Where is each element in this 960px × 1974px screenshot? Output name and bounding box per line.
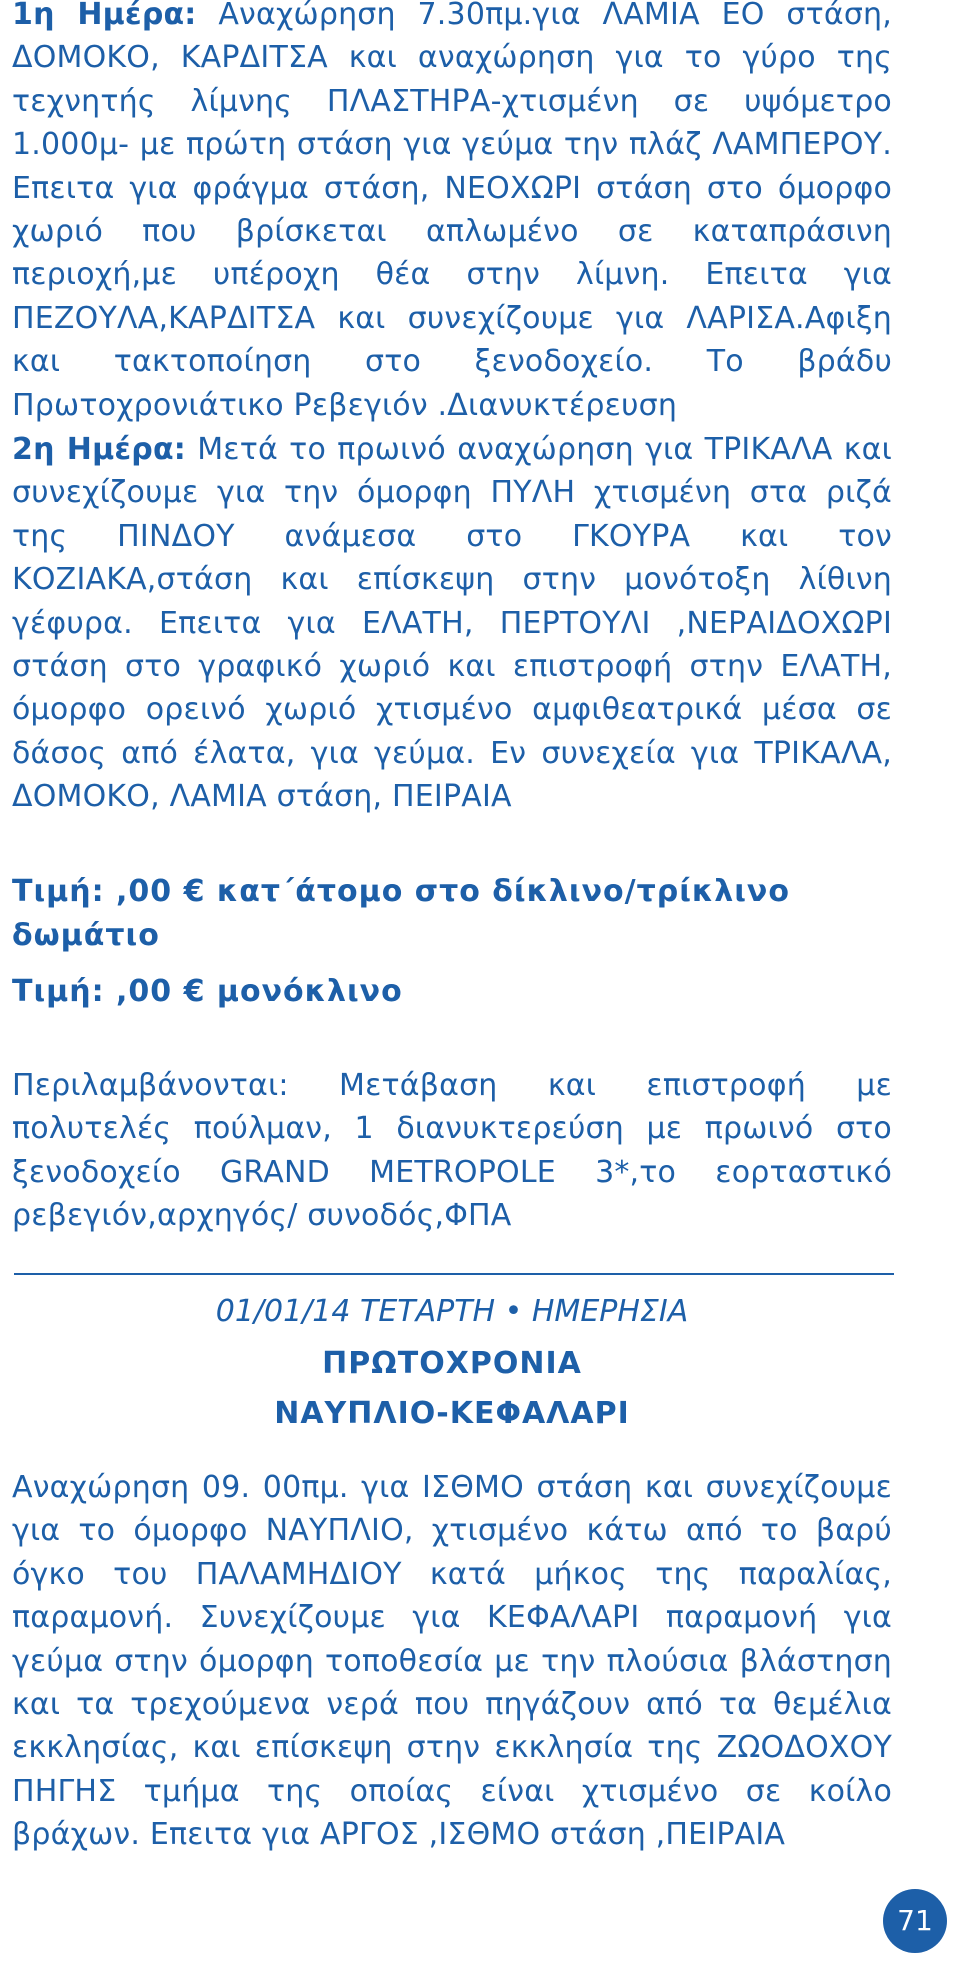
day1-text: Αναχώρηση 7.30πμ.για ΛΑΜΙΑ ΕΟ στάση, ΔΟΜΟΚΟ, ΚΑΡΔΙΤΣΑ και αναχώρηση για το γύρο της τεχνητής λίμνης ΠΛΑΣΤΗΡΑ-χτισμένη σε υψόμετρο 1.000μ- με πρώτη στάση για γεύμα την πλάζ ΛΑΜΠΕΡΟΥ. Επειτα για φράγμα στάση, ΝΕΟΧΩΡΙ στάση στο όμορφο χωριό που βρίσκεται απλωμένο σε καταπράσινη περιοχή,με υπέροχη θέα στην λίμνη. Επειτα για ΠΕΖΟΥΛΑ,ΚΑΡΔΙΤΣΑ και συνεχίζουμε για ΛΑΡΙΣΑ.Αφιξη και τακτοποίηση στο ξενοδοχείο. Το βράδυ Πρωτοχρονιάτικο Ρεβεγιόν .Διανυκτέρευση bbox=[12, 0, 892, 423]
trip-route: ΝΑΥΠΛΙΟ-ΚΕΦΑΛΑΡΙ bbox=[274, 1396, 630, 1431]
day1-paragraph bbox=[12, 0, 892, 427]
price-single: Τιμή: ,00 € μονόκλινο bbox=[12, 974, 403, 1009]
day2-text: Μετά το πρωινό αναχώρηση για ΤΡΙΚΑΛΑ και συνεχίζουμε για την όμορφη ΠΥΛΗ χτισμένη στα ριζά της ΠΙΝΔΟΥ ανάμεσα στο ΓΚΟΥΡΑ και τον ΚΟΖΙΑΚΑ,στάση και επίσκεψη στην μονότοξη λίθινη γέφυρα. Επειτα για ΕΛΑΤΗ, ΠΕΡΤΟΥΛΙ ,ΝΕΡΑΙΔΟΧΩΡΙ στάση στο γραφικό χωριό και επιστροφή στην ΕΛΑΤΗ, όμορφο ορεινό χωριό χτισμένο αμφιθεατρικά μέσα σε δάσος από έλατα, για γεύμα. Εν συνεχεία για ΤΡΙΚΑΛΑ, ΔΟΜΟΚΟ, ΛΑΜΙΑ στάση, ΠΕΙΡΑΙΑ bbox=[12, 432, 892, 815]
day2-label: 2η Ημέρα: bbox=[12, 432, 186, 467]
day2-paragraph bbox=[12, 428, 892, 819]
includes-paragraph: Περιλαμβάνονται: Μετάβαση και επιστροφή με πολυτελές πούλμαν, 1 διανυκτερεύση με πρωινό στο ξενοδοχείο GRAND METROPOLE 3*,το εορταστικό ρεβεγιόν,αρχηγός/ συνοδός,ΦΠΑ bbox=[12, 1068, 892, 1234]
trip-title: ΠΡΩΤΟΧΡΟΝΙΑ bbox=[322, 1346, 582, 1381]
trip-description: Αναχώρηση 09. 00πμ. για ΙΣΘΜΟ στάση και συνεχίζουμε για το όμορφο ΝΑΥΠΛΙΟ, χτισμένο κάτω από το βαρύ όγκο του ΠΑΛΑΜΗΔΙΟΥ κατά μήκος της παραλίας, παραμονή. Συνεχίζουμε για ΚΕΦΑΛΑΡΙ παραμονή για γεύμα στην όμορφη τοποθεσία με την πλούσια βλάστηση και τα τρεχούμενα νερά που πηγάζουν από τα θεμέλια εκκλησίας, και επίσκεψη στην εκκλησία της ΖΩΟΔΟΧΟΥ ΠΗΓΗΣ τμήμα της οποίας είναι χτισμένο σε κοίλο βράχων. Επειτα για ΑΡΓΟΣ ,ΙΣΘΜΟ στάση ,ΠΕΙΡΑΙΑ bbox=[12, 1470, 892, 1853]
page-number: 71 bbox=[883, 1889, 947, 1953]
price-double-triple: Τιμή: ,00 € κατ΄άτομο στο δίκλινο/τρίκλινο δωμάτιο bbox=[12, 874, 790, 953]
section-divider bbox=[14, 1273, 894, 1275]
day1-label: 1η Ημέρα: bbox=[12, 0, 197, 32]
trip-date: 01/01/14 ΤΕΤΑΡΤΗ • ΗΜΕΡΗΣΙΑ bbox=[215, 1294, 689, 1329]
